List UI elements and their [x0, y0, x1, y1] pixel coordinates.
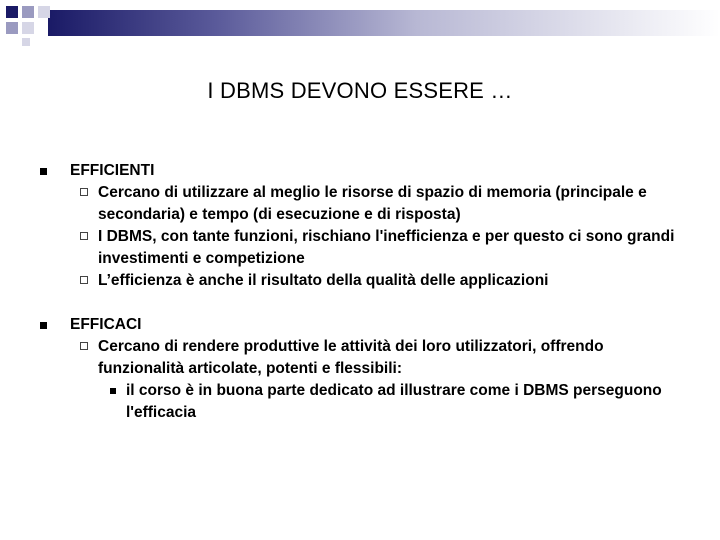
header-decoration [0, 0, 720, 46]
slide-title: I DBMS DEVONO ESSERE … [207, 78, 513, 103]
decor-square [6, 22, 18, 34]
decor-square [6, 6, 18, 18]
list-item [40, 270, 680, 292]
section-heading: EFFICACI [70, 316, 142, 333]
square-bullet-icon [40, 168, 47, 175]
section-heading: EFFICIENTI [70, 162, 155, 179]
section-efficienti [40, 160, 680, 292]
sub-list-item-text: il corso è in buona parte dedicato ad illustrare come i DBMS perseguono l'efficacia [126, 382, 662, 421]
section-efficaci [40, 314, 680, 424]
square-bullet-icon [40, 322, 47, 329]
hollow-square-bullet-icon [80, 232, 88, 240]
hollow-square-bullet-icon [80, 342, 88, 350]
list-item [40, 182, 680, 226]
header-gradient-bar [48, 10, 720, 36]
hollow-square-bullet-icon [80, 276, 88, 284]
slide-content [40, 160, 680, 424]
list-item-text: I DBMS, con tante funzioni, rischiano l'inefficienza e per questo ci sono grandi investimenti e competizione [98, 228, 675, 267]
list-item [40, 336, 680, 424]
list-item [40, 226, 680, 270]
hollow-square-bullet-icon [80, 188, 88, 196]
decor-square [38, 6, 50, 18]
decor-square [22, 22, 34, 34]
list-item-text: Cercano di utilizzare al meglio le risorse di spazio di memoria (principale e secondaria) e tempo (di esecuzione e di risposta) [98, 184, 647, 223]
list-item-text: L’efficienza è anche il risultato della qualità delle applicazioni [98, 272, 549, 289]
decor-square [22, 38, 30, 46]
sub-list-item [40, 380, 680, 424]
list-item-text: Cercano di rendere produttive le attività dei loro utilizzatori, offrendo funzionalità articolate, potenti e flessibili: [98, 338, 604, 377]
decor-square [22, 6, 34, 18]
square-bullet-icon [110, 388, 116, 394]
